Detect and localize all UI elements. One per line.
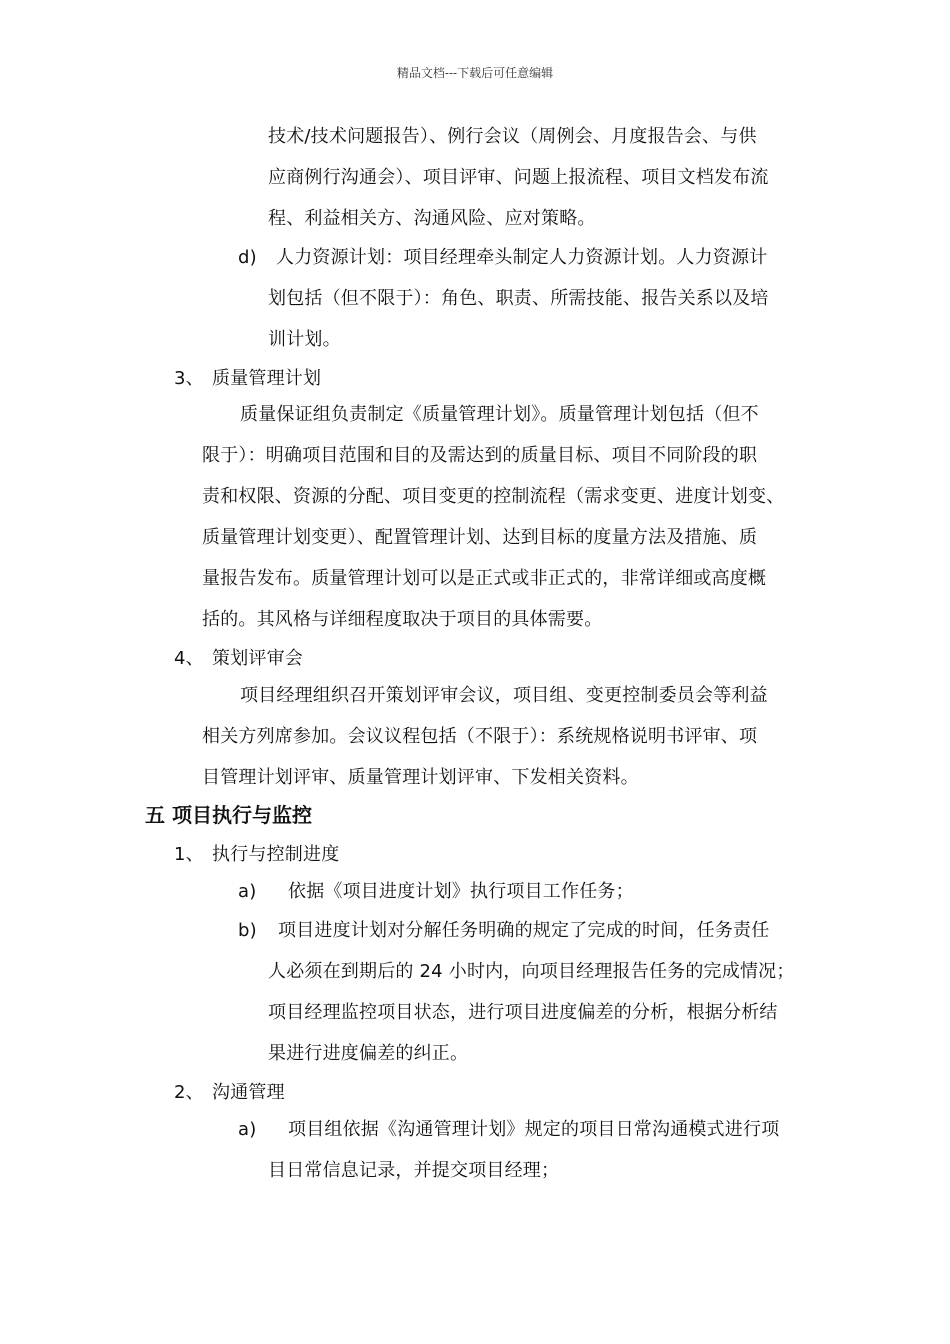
- paragraph-line: 人力资源计划：项目经理牵头制定人力资源计划。人力资源计: [276, 247, 768, 268]
- chapter-heading: 五 项目执行与监控: [145, 803, 312, 827]
- paragraph-line: 项目进度计划对分解任务明确的规定了完成的时间，任务责任: [278, 920, 770, 941]
- paragraph-line: 训计划。: [268, 329, 341, 350]
- section-heading: 质量管理计划: [212, 368, 322, 389]
- paragraph-line: 目日常信息记录，并提交项目经理；: [268, 1160, 560, 1181]
- paragraph-line: 果进行进度偏差的纠正。: [268, 1043, 469, 1064]
- paragraph-line: 限于）：明确项目范围和目的及需达到的质量目标、项目不同阶段的职: [202, 445, 758, 466]
- list-marker: a): [238, 881, 257, 902]
- page-header: 精品文档---下载后可任意编辑: [396, 66, 554, 80]
- paragraph-line: 人必须在到期后的 24 小时内，向项目经理报告任务的完成情况；: [268, 961, 795, 982]
- list-marker: a): [238, 1119, 257, 1140]
- section-heading: 执行与控制进度: [212, 844, 340, 865]
- section-heading: 策划评审会: [212, 648, 303, 669]
- paragraph-line: 目管理计划评审、质量管理计划评审、下发相关资料。: [202, 767, 639, 788]
- paragraph-line: 依据《项目进度计划》执行项目工作任务；: [288, 881, 634, 902]
- section-heading: 沟通管理: [212, 1082, 285, 1103]
- paragraph-line: 技术/技术问题报告）、例行会议（周例会、月度报告会、与供: [268, 126, 757, 147]
- paragraph-line: 质量保证组负责制定《质量管理计划》。质量管理计划包括（但不: [240, 404, 759, 425]
- paragraph-line: 质量管理计划变更）、配置管理计划、达到目标的度量方法及措施、质: [202, 527, 758, 548]
- paragraph-line: 项目组依据《沟通管理计划》规定的项目日常沟通模式进行项: [288, 1119, 780, 1140]
- paragraph-line: 项目经理监控项目状态，进行项目进度偏差的分析，根据分析结: [268, 1002, 778, 1023]
- paragraph-line: 相关方列席参加。会议议程包括（不限于）：系统规格说明书评审、项: [202, 726, 758, 747]
- section-number: 4、: [174, 648, 204, 669]
- section-number: 2、: [174, 1082, 204, 1103]
- paragraph-line: 程、利益相关方、沟通风险、应对策略。: [268, 208, 596, 229]
- paragraph-line: 应商例行沟通会）、项目评审、问题上报流程、项目文档发布流: [268, 167, 769, 188]
- paragraph-line: 量报告发布。质量管理计划可以是正式或非正式的，非常详细或高度概: [202, 568, 767, 589]
- section-number: 1、: [174, 844, 204, 865]
- paragraph-line: 项目经理组织召开策划评审会议，项目组、变更控制委员会等利益: [240, 685, 768, 706]
- paragraph-line: 括的。其风格与详细程度取决于项目的具体需要。: [202, 609, 603, 630]
- paragraph-line: 责和权限、资源的分配、项目变更的控制流程（需求变更、进度计划变、: [202, 486, 785, 507]
- list-marker: b): [238, 920, 257, 941]
- section-number: 3、: [174, 368, 204, 389]
- paragraph-line: 划包括（但不限于）：角色、职责、所需技能、报告关系以及培: [268, 288, 769, 309]
- list-marker: d): [238, 247, 257, 268]
